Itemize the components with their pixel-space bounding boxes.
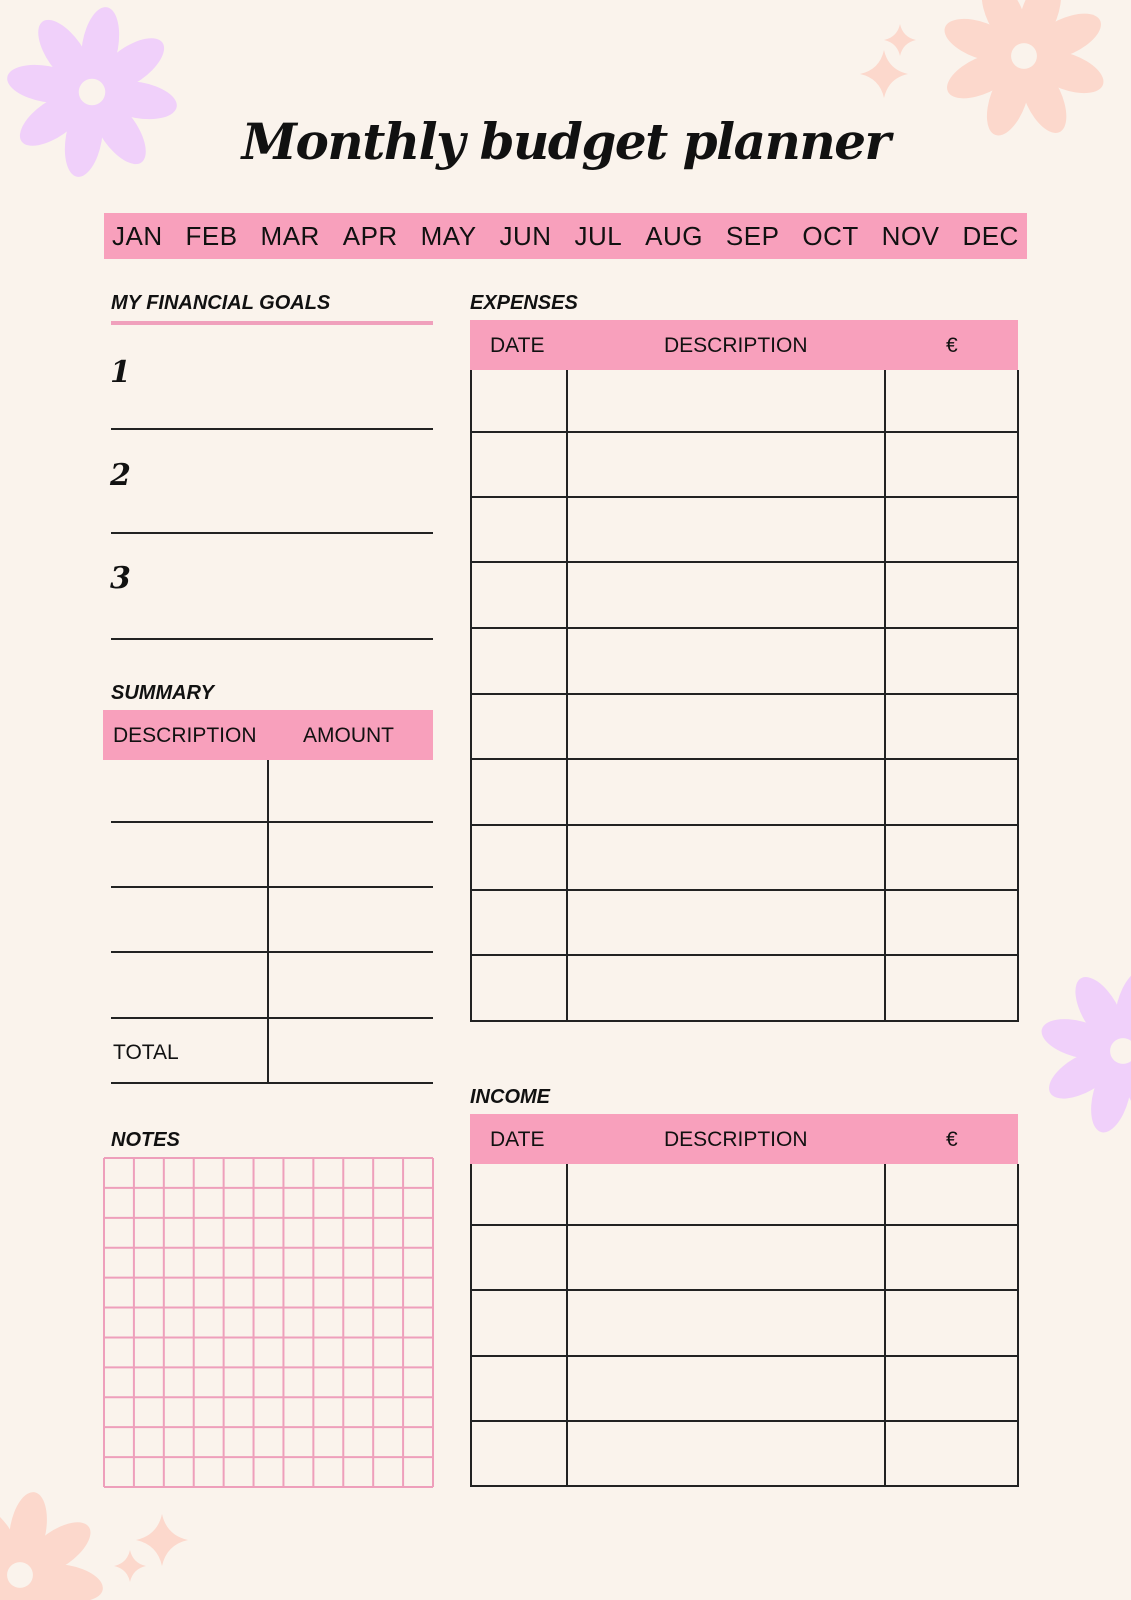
column-header: DESCRIPTION xyxy=(113,724,257,747)
summary-total-value[interactable] xyxy=(268,1017,433,1082)
income-cell[interactable] xyxy=(567,1289,884,1355)
sparkle-icon xyxy=(114,1550,146,1582)
sparkle-icon xyxy=(884,24,916,56)
expenses-cell[interactable] xyxy=(885,627,1017,693)
income-header xyxy=(470,1114,1018,1164)
expenses-cell[interactable] xyxy=(885,561,1017,627)
expenses-cell[interactable] xyxy=(471,431,566,496)
month-jul[interactable]: JUL xyxy=(574,220,623,251)
expenses-cell[interactable] xyxy=(471,496,566,561)
income-cell[interactable] xyxy=(471,1420,566,1485)
expenses-cell[interactable] xyxy=(885,758,1017,824)
month-sep[interactable]: SEP xyxy=(725,220,780,251)
expenses-cell[interactable] xyxy=(567,496,884,561)
expenses-cell[interactable] xyxy=(885,693,1017,758)
expenses-cell[interactable] xyxy=(471,824,566,889)
expenses-cell[interactable] xyxy=(885,370,1017,431)
goal-number: 1 xyxy=(110,355,131,390)
income-cell[interactable] xyxy=(885,1420,1017,1485)
summary-header xyxy=(103,710,433,760)
income-cell[interactable] xyxy=(471,1355,566,1420)
expenses-heading: EXPENSES xyxy=(470,292,578,314)
income-cell[interactable] xyxy=(471,1164,566,1224)
summary-amount-cell[interactable] xyxy=(268,821,433,886)
month-oct[interactable]: OCT xyxy=(802,220,859,251)
goal-line[interactable] xyxy=(111,638,433,640)
column-header: AMOUNT xyxy=(303,724,394,747)
summary-row-line xyxy=(111,1082,433,1084)
expenses-cell[interactable] xyxy=(471,693,566,758)
notes-grid[interactable] xyxy=(103,1157,434,1488)
month-jun[interactable]: JUN xyxy=(499,220,552,251)
goal-line[interactable] xyxy=(111,532,433,534)
month-dec[interactable]: DEC xyxy=(962,220,1019,251)
expenses-cell[interactable] xyxy=(567,758,884,824)
column-header: € xyxy=(946,334,958,357)
column-header: DATE xyxy=(490,334,545,357)
income-cell[interactable] xyxy=(567,1420,884,1485)
expenses-cell[interactable] xyxy=(567,954,884,1020)
flower-icon xyxy=(0,1489,106,1600)
income-cell[interactable] xyxy=(567,1224,884,1289)
goal-number: 2 xyxy=(110,458,131,493)
summary-amount-cell[interactable] xyxy=(268,760,433,821)
expenses-cell[interactable] xyxy=(885,889,1017,954)
expenses-header xyxy=(470,320,1018,370)
summary-description-cell[interactable] xyxy=(111,886,266,951)
summary-description-cell[interactable] xyxy=(111,760,266,821)
income-cell[interactable] xyxy=(471,1289,566,1355)
expenses-cell[interactable] xyxy=(471,561,566,627)
expenses-cell[interactable] xyxy=(567,627,884,693)
expenses-cell[interactable] xyxy=(885,824,1017,889)
month-mar[interactable]: MAR xyxy=(260,220,320,251)
column-header: DESCRIPTION xyxy=(664,334,808,357)
month-jan[interactable]: JAN xyxy=(112,220,163,251)
expenses-cell[interactable] xyxy=(471,758,566,824)
income-heading: INCOME xyxy=(470,1086,550,1108)
expenses-cell[interactable] xyxy=(567,824,884,889)
flower-icon xyxy=(1037,965,1131,1137)
income-cell[interactable] xyxy=(567,1164,884,1224)
summary-heading: SUMMARY xyxy=(111,682,214,704)
column-header: DATE xyxy=(490,1128,545,1151)
expenses-cell[interactable] xyxy=(885,954,1017,1020)
notes-heading: NOTES xyxy=(111,1129,180,1151)
expenses-cell[interactable] xyxy=(471,627,566,693)
expenses-row-line xyxy=(470,1020,1019,1022)
month-feb[interactable]: FEB xyxy=(185,220,238,251)
expenses-cell[interactable] xyxy=(885,431,1017,496)
sparkle-icon xyxy=(860,50,908,98)
month-selector xyxy=(104,213,1027,259)
summary-description-cell[interactable] xyxy=(111,821,266,886)
goal-line[interactable] xyxy=(111,428,433,430)
month-may[interactable]: MAY xyxy=(420,220,477,251)
expenses-cell[interactable] xyxy=(471,889,566,954)
column-header: DESCRIPTION xyxy=(664,1128,808,1151)
month-apr[interactable]: APR xyxy=(342,220,398,251)
expenses-cell[interactable] xyxy=(471,954,566,1020)
income-cell[interactable] xyxy=(885,1224,1017,1289)
expenses-cell[interactable] xyxy=(567,561,884,627)
expenses-cell[interactable] xyxy=(567,693,884,758)
month-aug[interactable]: AUG xyxy=(645,220,703,251)
expenses-cell[interactable] xyxy=(471,370,566,431)
goals-underline xyxy=(111,321,433,325)
goal-number: 3 xyxy=(110,561,131,596)
income-cell[interactable] xyxy=(885,1355,1017,1420)
summary-description-cell[interactable] xyxy=(111,951,266,1017)
summary-amount-cell[interactable] xyxy=(268,886,433,951)
column-header: € xyxy=(946,1128,958,1151)
sparkle-icon xyxy=(136,1514,188,1566)
expenses-cell[interactable] xyxy=(567,889,884,954)
income-cell[interactable] xyxy=(567,1355,884,1420)
month-nov[interactable]: NOV xyxy=(881,220,940,251)
income-cell[interactable] xyxy=(885,1164,1017,1224)
summary-total-label: TOTAL xyxy=(113,1041,179,1064)
income-row-line xyxy=(470,1485,1019,1487)
goals-heading: MY FINANCIAL GOALS xyxy=(111,292,331,314)
expenses-cell[interactable] xyxy=(567,431,884,496)
income-cell[interactable] xyxy=(471,1224,566,1289)
income-cell[interactable] xyxy=(885,1289,1017,1355)
expenses-cell[interactable] xyxy=(885,496,1017,561)
page-title: Monthly budget planner xyxy=(241,112,890,171)
summary-amount-cell[interactable] xyxy=(268,951,433,1017)
expenses-cell[interactable] xyxy=(567,370,884,431)
